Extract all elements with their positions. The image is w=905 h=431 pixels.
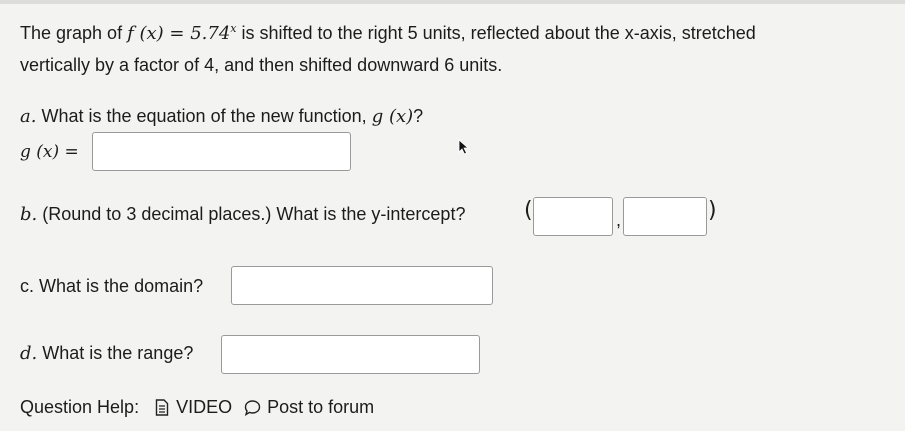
part-d-text: What is the range?	[42, 343, 194, 363]
part-b-prompt	[20, 204, 465, 225]
mouse-cursor-icon	[458, 139, 470, 160]
video-link[interactable]	[155, 397, 232, 418]
domain-input[interactable]	[231, 266, 493, 305]
question-help-bar	[20, 397, 374, 418]
question-line-2: vertically by a factor of 4, and then shifted downward 6 units.	[20, 55, 503, 75]
top-border	[0, 0, 905, 4]
question-line-1-rest: is shifted to the right 5 units, reflected about the x-axis, stretched	[241, 23, 756, 43]
part-d-prompt	[20, 343, 193, 364]
part-a-answer-input[interactable]	[92, 132, 351, 171]
part-a-answer-label: g (x) =	[20, 142, 79, 162]
intro-text: The graph of	[20, 23, 123, 43]
y-intercept-y-input[interactable]	[623, 197, 707, 236]
video-link-label: VIDEO	[176, 397, 233, 417]
range-input[interactable]	[221, 335, 480, 374]
speech-bubble-icon	[244, 399, 261, 416]
post-to-forum-link[interactable]	[244, 397, 374, 418]
part-c-prompt	[20, 276, 203, 297]
part-a-marker: a.	[20, 106, 37, 127]
part-b-marker: b.	[20, 204, 38, 225]
question-help-label: Question Help:	[20, 397, 140, 417]
part-a-prompt: a. What is the equation of the new function, g (x)?	[20, 106, 424, 127]
part-c-text: What is the domain?	[39, 276, 204, 296]
post-to-forum-label: Post to forum	[267, 397, 375, 417]
document-icon	[155, 399, 169, 416]
part-c-marker: c.	[20, 276, 35, 296]
part-d-marker: d.	[20, 343, 38, 364]
part-b-close-paren: )	[708, 198, 717, 223]
part-b-open-paren: (	[524, 198, 533, 223]
part-b-comma: ,	[616, 210, 622, 230]
part-a-text: What is the equation of the new function,	[41, 106, 367, 126]
question-line-1	[20, 23, 756, 44]
function-expression: f $(x) = 5.74^x$	[127, 22, 237, 44]
part-b-text: (Round to 3 decimal places.) What is the y-intercept?	[42, 204, 466, 224]
part-a-prompt-math: g (x)	[371, 106, 414, 127]
y-intercept-x-input[interactable]	[533, 197, 613, 236]
